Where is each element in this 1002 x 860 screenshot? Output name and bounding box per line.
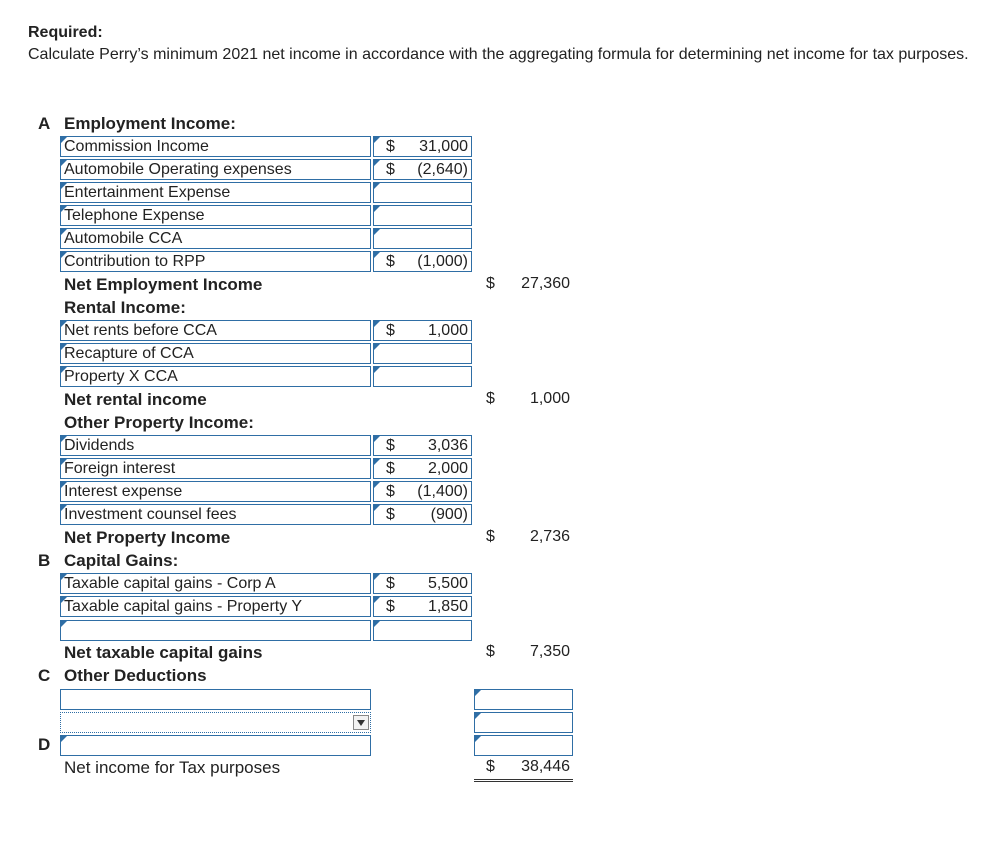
row-label: Telephone Expense <box>64 207 205 224</box>
net-property-income-label: Net Property Income <box>64 528 231 547</box>
section-c-label: Other Deductions <box>64 666 207 685</box>
row-label-input[interactable] <box>60 458 371 479</box>
row-dollar: $ <box>386 506 395 523</box>
row-amount: 2,000 <box>427 460 468 477</box>
row-label: Foreign interest <box>64 460 176 477</box>
row-label-input[interactable] <box>60 435 371 456</box>
row-label: Commission Income <box>64 138 209 155</box>
row-label: Automobile Operating expenses <box>64 161 292 178</box>
net-taxable-capital-gains-label: Net taxable capital gains <box>64 643 263 662</box>
net-employment-value: 27,360 <box>521 275 570 292</box>
row-label-input[interactable] <box>60 573 371 594</box>
row-dollar: $ <box>386 483 395 500</box>
row-label: Dividends <box>64 437 135 454</box>
row-amount-input[interactable] <box>373 320 472 341</box>
row-label-input[interactable] <box>60 182 371 203</box>
row-label-input[interactable] <box>60 251 371 272</box>
row-dollar: $ <box>386 437 395 454</box>
section-d-letter: D <box>38 735 51 754</box>
row-amount-input[interactable] <box>373 366 472 387</box>
row-amount-input[interactable] <box>373 620 472 641</box>
row-label-input[interactable] <box>60 136 371 157</box>
chevron-down-icon[interactable] <box>353 715 369 730</box>
net-income-total <box>474 757 573 782</box>
row-amount: (900) <box>430 506 468 523</box>
row-amount-input[interactable] <box>373 228 472 249</box>
row-dollar: $ <box>386 598 395 615</box>
row-label: Net rents before CCA <box>64 322 217 339</box>
row-amount-input[interactable] <box>373 435 472 456</box>
row-amount: 1,850 <box>427 598 468 615</box>
row-label: Taxable capital gains - Corp A <box>64 575 276 592</box>
net-rental-value: 1,000 <box>529 390 570 407</box>
other-deduction-select[interactable] <box>60 712 371 733</box>
row-amount: (1,400) <box>417 483 468 500</box>
row-label: Automobile CCA <box>64 230 183 247</box>
row-amount: (1,000) <box>417 253 468 270</box>
row-dollar: $ <box>386 161 395 178</box>
rental-income-label: Rental Income: <box>64 298 186 317</box>
net-property-dollar: $ <box>486 528 495 545</box>
row-amount: 5,500 <box>427 575 468 592</box>
row-label-input[interactable] <box>60 366 371 387</box>
section-b-letter: B <box>38 551 51 570</box>
row-amount-input[interactable] <box>373 481 472 502</box>
required-heading: Required: <box>28 24 103 41</box>
net-income-dollar: $ <box>486 758 495 775</box>
other-deduction-input-1[interactable] <box>60 689 371 710</box>
other-property-income-label: Other Property Income: <box>64 413 254 432</box>
row-label-input[interactable] <box>60 596 371 617</box>
row-label-input[interactable] <box>60 159 371 180</box>
row-label: Taxable capital gains - Property Y <box>64 598 303 615</box>
row-amount-input[interactable] <box>373 251 472 272</box>
row-label-input[interactable] <box>60 320 371 341</box>
row-amount: 1,000 <box>427 322 468 339</box>
row-label-input[interactable] <box>60 481 371 502</box>
row-label: Property X CCA <box>64 368 178 385</box>
other-deduction-amount-1[interactable] <box>474 689 573 710</box>
section-d-amount-input[interactable] <box>474 735 573 756</box>
net-employment-income-label: Net Employment Income <box>64 275 263 294</box>
row-label-input[interactable] <box>60 343 371 364</box>
row-dollar: $ <box>386 253 395 270</box>
row-label-input[interactable] <box>60 228 371 249</box>
section-a-letter: A <box>38 114 51 133</box>
net-capital-gains-value: 7,350 <box>529 643 570 660</box>
section-a-label: Employment Income: <box>64 114 236 133</box>
section-b-label: Capital Gains: <box>64 551 179 570</box>
net-capital-gains-dollar: $ <box>486 643 495 660</box>
net-property-value: 2,736 <box>529 528 570 545</box>
row-amount-input[interactable] <box>373 504 472 525</box>
net-income-tax-label: Net income for Tax purposes <box>64 758 281 777</box>
row-amount: 3,036 <box>427 437 468 454</box>
net-rental-income-label: Net rental income <box>64 390 207 409</box>
row-amount: 31,000 <box>419 138 468 155</box>
row-amount-input[interactable] <box>373 136 472 157</box>
row-label: Contribution to RPP <box>64 253 206 270</box>
row-label-input[interactable] <box>60 205 371 226</box>
row-label-input[interactable] <box>60 620 371 641</box>
row-amount-input[interactable] <box>373 343 472 364</box>
row-label: Investment counsel fees <box>64 506 237 523</box>
row-amount-input[interactable] <box>373 573 472 594</box>
row-dollar: $ <box>386 575 395 592</box>
net-employment-dollar: $ <box>486 275 495 292</box>
net-rental-dollar: $ <box>486 390 495 407</box>
net-income-value: 38,446 <box>521 758 570 775</box>
row-label: Entertainment Expense <box>64 184 231 201</box>
section-d-input[interactable] <box>60 735 371 756</box>
row-dollar: $ <box>386 138 395 155</box>
row-amount: (2,640) <box>417 161 468 178</box>
row-amount-input[interactable] <box>373 205 472 226</box>
row-label: Recapture of CCA <box>64 345 194 362</box>
row-label-input[interactable] <box>60 504 371 525</box>
row-label: Interest expense <box>64 483 183 500</box>
row-amount-input[interactable] <box>373 159 472 180</box>
row-dollar: $ <box>386 460 395 477</box>
section-c-letter: C <box>38 666 51 685</box>
row-amount-input[interactable] <box>373 596 472 617</box>
row-amount-input[interactable] <box>373 182 472 203</box>
row-amount-input[interactable] <box>373 458 472 479</box>
row-dollar: $ <box>386 322 395 339</box>
other-deduction-amount-2[interactable] <box>474 712 573 733</box>
required-instructions: Calculate Perry’s minimum 2021 net income in accordance with the aggregating formula for determining net income for tax purposes. <box>28 46 969 63</box>
